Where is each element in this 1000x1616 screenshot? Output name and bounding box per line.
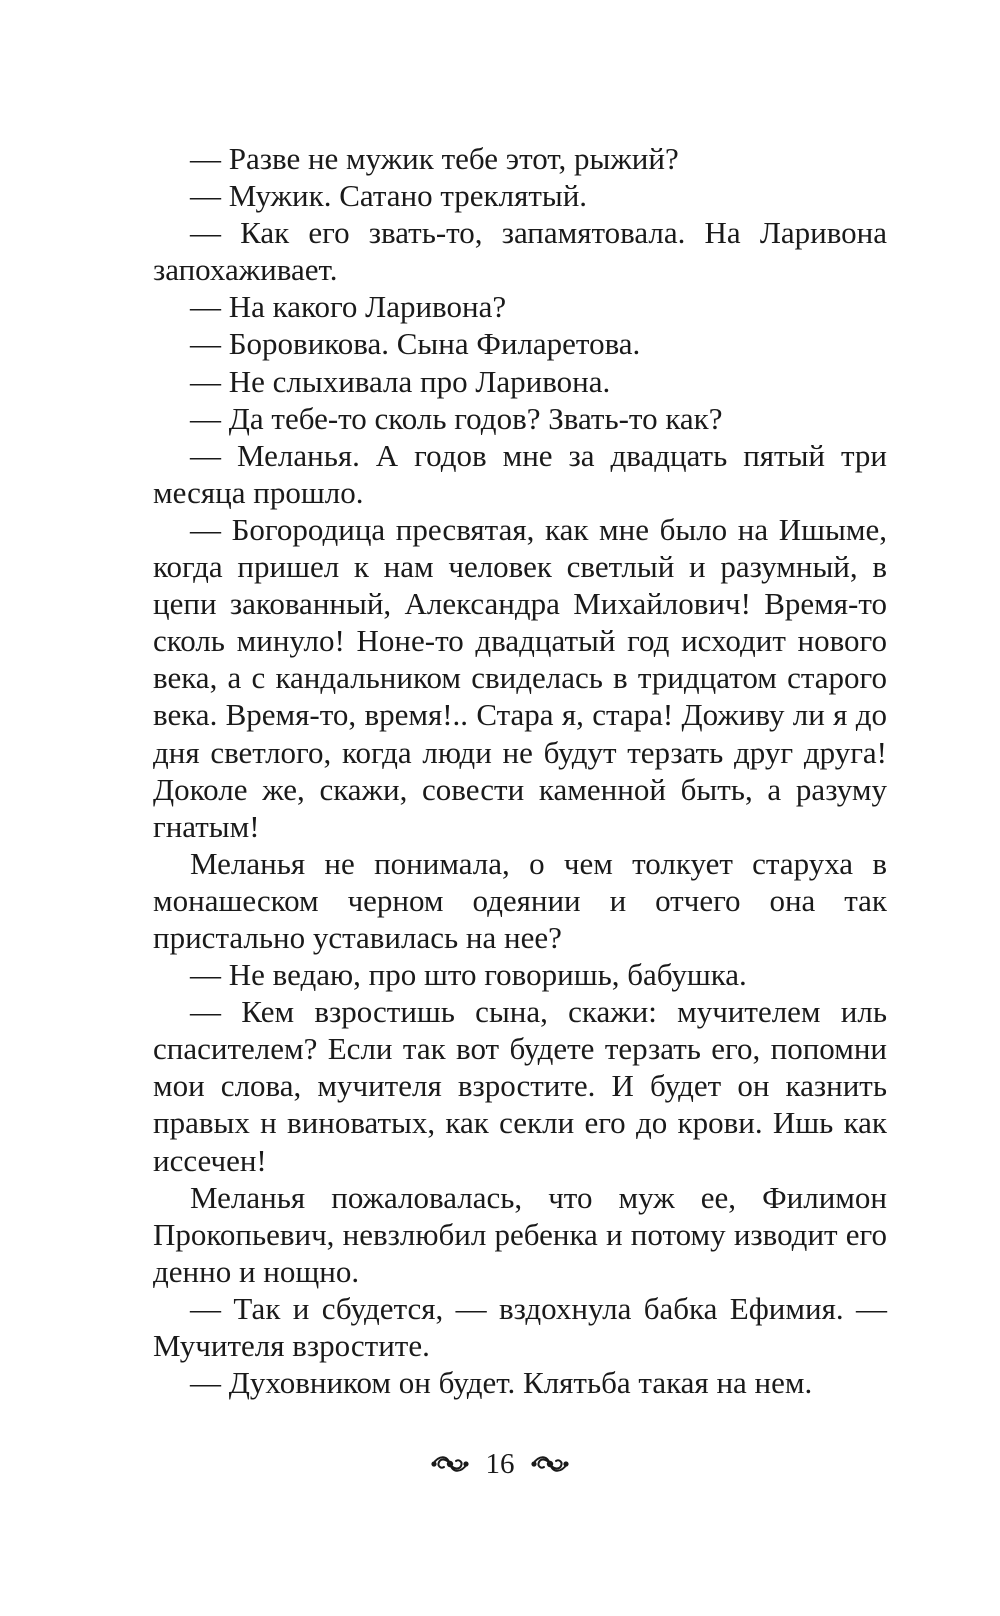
body-text xyxy=(153,140,887,1401)
paragraph: — Разве не мужик тебе этот, рыжий? xyxy=(190,141,679,176)
floral-ornament-icon xyxy=(529,1451,571,1477)
paragraph: — Не слыхивала про Ларивона. xyxy=(190,363,611,399)
floral-ornament-icon xyxy=(429,1451,471,1477)
page-footer xyxy=(0,1442,1000,1486)
paragraph: Меланья не понимала, о чем толкует старуха в монашеском черном одеянии и отчего она так пристально уставилась на нее? xyxy=(153,845,887,955)
paragraph: — Богородица пресвятая, как мне было на Ишыме, когда пришел к нам человек светлый и разумный, в цепи закованный, Александра Михайлович! Время-то сколь минуло! Ноне-то двадцатый год исходит нового века, а с кандальником свиделась в тридцатом старого века. Время-то, время!.. Стара я, стара! Доживу ли я до дня светлого, когда люди не будут терзать друг друга! Доколе же, скажи, совести каменной быть, а разуму гнатым! xyxy=(153,511,887,844)
paragraph: — Так и сбудется, — вздохнула бабка Ефимия. — Мучителя взростите. xyxy=(153,1290,887,1363)
paragraph: — Меланья. А годов мне за двадцать пятый три месяца прошло. xyxy=(153,437,887,510)
paragraph: — Как его звать-то, запамятовала. На Ларивона запохаживает. xyxy=(153,215,887,288)
paragraph: — Не ведаю, про што говоришь, бабушка. xyxy=(190,957,747,993)
page-number: 16 xyxy=(485,1447,515,1480)
paragraph: — Да тебе-то сколь годов? Звать-то как? xyxy=(190,400,723,436)
paragraph: Меланья пожаловалась, что муж ее, Филимон Прокопьевич, невзлюбил ребенка и потому изводит его денно и нощно. xyxy=(153,1179,887,1289)
paragraph: — Боровикова. Сына Филаретова. xyxy=(190,326,641,362)
paragraph: — Мужик. Сатано треклятый. xyxy=(190,178,588,214)
paragraph: — На какого Ларивона? xyxy=(190,289,507,325)
paragraph: — Духовником он будет. Клятьба такая на нем. xyxy=(190,1365,813,1401)
paragraph: — Кем взростишь сына, скажи: мучителем иль спасителем? Если так вот будете терзать его, попомни мои слова, мучителя взростите. И будет он казнить правых н виноватых, как секли его до крови. Ишь как иссечен! xyxy=(153,994,887,1178)
